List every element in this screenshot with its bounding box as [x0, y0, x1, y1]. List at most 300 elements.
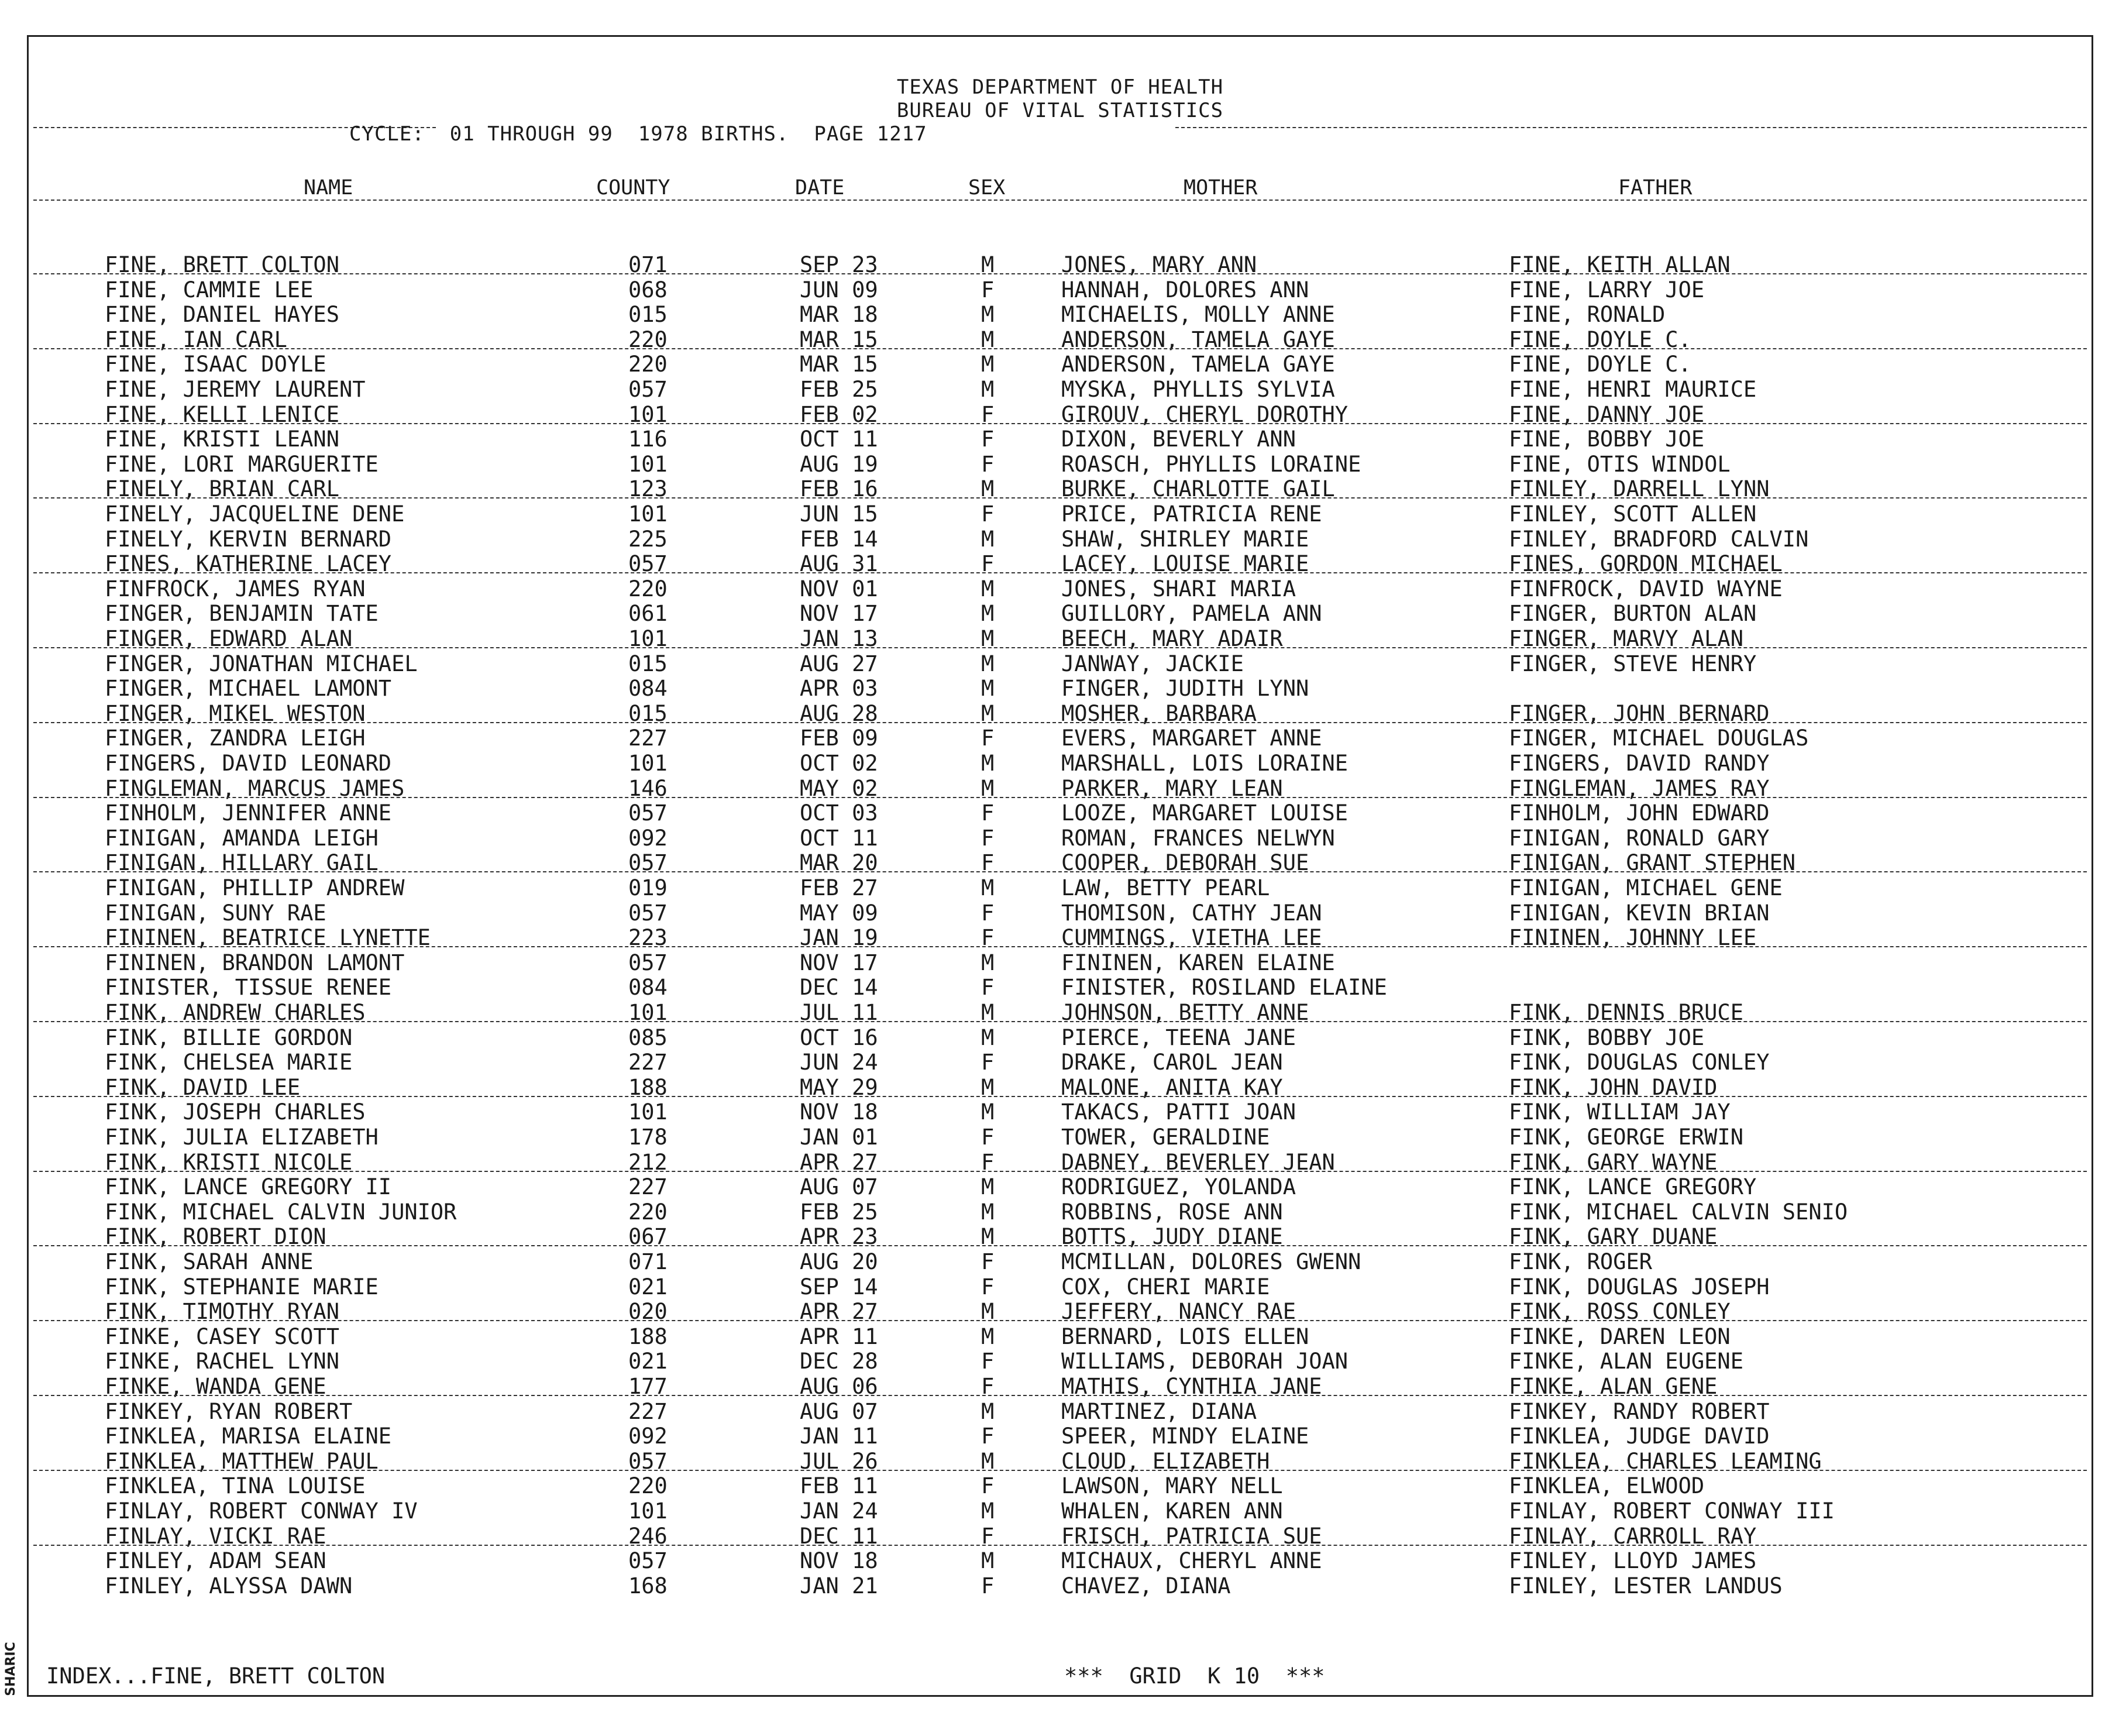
record-sex: F: [981, 277, 995, 302]
row-rule: [33, 1320, 2087, 1321]
record-father: FINK, DOUGLAS JOSEPH: [1509, 1274, 1770, 1300]
record-mother: PARKER, MARY LEAN: [1061, 775, 1283, 801]
record-name: FINISTER, TISSUE RENEE: [105, 975, 392, 1001]
record-county: 223: [628, 925, 668, 951]
record-row: [29, 1025, 2092, 1050]
record-sex: F: [981, 1125, 995, 1150]
record-date: NOV 17: [800, 601, 878, 627]
row-rule: [33, 1021, 2087, 1022]
record-father: FINE, OTIS WINDOL: [1509, 451, 1731, 477]
record-row: [29, 1349, 2092, 1373]
record-county: 021: [628, 1349, 668, 1374]
record-county: 178: [628, 1125, 668, 1150]
record-name: FINK, DAVID LEE: [105, 1074, 301, 1100]
record-sex: M: [981, 1299, 995, 1325]
record-father: FINKLEA, ELWOOD: [1509, 1473, 1705, 1499]
record-name: FINELY, BRIAN CARL: [105, 476, 339, 502]
record-date: FEB 14: [800, 526, 878, 552]
record-name: FINE, BRETT COLTON: [105, 252, 339, 277]
col-header-date: DATE: [795, 176, 845, 200]
record-father: FINE, BOBBY JOE: [1509, 427, 1705, 452]
record-name: FINELY, KERVIN BERNARD: [105, 526, 392, 552]
record-date: MAR 15: [800, 352, 878, 377]
record-county: 021: [628, 1274, 668, 1300]
record-date: JUN 09: [800, 277, 878, 302]
record-mother: JOHNSON, BETTY ANNE: [1061, 1000, 1309, 1025]
record-sex: F: [981, 427, 995, 452]
record-name: FINHOLM, JENNIFER ANNE: [105, 800, 392, 826]
record-sex: M: [981, 1498, 995, 1524]
record-date: FEB 09: [800, 726, 878, 751]
record-mother: CLOUD, ELIZABETH: [1061, 1448, 1270, 1474]
record-sex: M: [981, 1398, 995, 1424]
record-father: FINLAY, CARROLL RAY: [1509, 1523, 1757, 1549]
record-mother: LAWSON, MARY NELL: [1061, 1473, 1283, 1499]
record-name: FINK, LANCE GREGORY II: [105, 1174, 392, 1200]
record-name: FINES, KATHERINE LACEY: [105, 551, 392, 577]
record-name: FINK, ROBERT DION: [105, 1224, 326, 1250]
record-date: NOV 17: [800, 950, 878, 975]
row-rule: [33, 946, 2087, 947]
record-county: 092: [628, 825, 668, 851]
record-date: MAR 20: [800, 850, 878, 876]
record-sex: M: [981, 352, 995, 377]
record-name: FINKLEA, MARISA ELAINE: [105, 1424, 392, 1449]
record-date: OCT 11: [800, 825, 878, 851]
record-father: FINE, RONALD: [1509, 302, 1666, 328]
row-rule: [33, 423, 2087, 424]
record-mother: MICHAELIS, MOLLY ANNE: [1061, 302, 1335, 328]
record-county: 057: [628, 1548, 668, 1574]
record-name: FINK, ANDREW CHARLES: [105, 1000, 366, 1025]
record-father: FINE, DOYLE C.: [1509, 352, 1691, 377]
record-mother: WILLIAMS, DEBORAH JOAN: [1061, 1349, 1349, 1374]
record-father: FINK, MICHAEL CALVIN SENIO: [1509, 1199, 1848, 1225]
record-row: [29, 826, 2092, 850]
record-mother: FININEN, KAREN ELAINE: [1061, 950, 1335, 975]
record-date: FEB 27: [800, 875, 878, 900]
record-father: FINHOLM, JOHN EDWARD: [1509, 800, 1770, 826]
record-sex: M: [981, 651, 995, 676]
record-mother: MALONE, ANITA KAY: [1061, 1074, 1283, 1100]
record-father: FINLAY, ROBERT CONWAY III: [1509, 1498, 1835, 1524]
col-header-father: FATHER: [1618, 176, 1693, 200]
record-sex: F: [981, 551, 995, 577]
record-father: FININEN, JOHNNY LEE: [1509, 925, 1757, 951]
record-mother: COX, CHERI MARIE: [1061, 1274, 1270, 1300]
record-date: MAY 09: [800, 900, 878, 926]
record-date: JAN 21: [800, 1573, 878, 1599]
record-sex: M: [981, 1025, 995, 1050]
record-sex: M: [981, 601, 995, 627]
record-sex: M: [981, 576, 995, 601]
record-mother: BURKE, CHARLOTTE GAIL: [1061, 476, 1335, 502]
record-row: [29, 726, 2092, 750]
record-row: [29, 875, 2092, 900]
record-row: [29, 1573, 2092, 1598]
record-name: FINKE, WANDA GENE: [105, 1374, 326, 1399]
record-father: FINK, GEORGE ERWIN: [1509, 1125, 1743, 1150]
record-name: FINE, IAN CARL: [105, 326, 287, 352]
record-name: FINK, JULIA ELIZABETH: [105, 1125, 379, 1150]
record-name: FINE, KELLI LENICE: [105, 401, 339, 427]
record-father: FINKLEA, JUDGE DAVID: [1509, 1424, 1770, 1449]
record-county: 057: [628, 551, 668, 577]
record-date: NOV 18: [800, 1099, 878, 1125]
record-row: [29, 651, 2092, 676]
record-sex: F: [981, 451, 995, 477]
record-county: 220: [628, 1199, 668, 1225]
record-name: FINIGAN, PHILLIP ANDREW: [105, 875, 405, 900]
record-row: [29, 452, 2092, 476]
record-row: [29, 352, 2092, 376]
record-mother: SHAW, SHIRLEY MARIE: [1061, 526, 1309, 552]
record-sex: M: [981, 700, 995, 726]
record-county: 227: [628, 1050, 668, 1075]
record-county: 188: [628, 1324, 668, 1349]
record-date: FEB 11: [800, 1473, 878, 1499]
record-date: APR 27: [800, 1149, 878, 1175]
record-sex: M: [981, 377, 995, 402]
record-father: FINGER, BURTON ALAN: [1509, 601, 1757, 627]
record-county: 146: [628, 775, 668, 801]
record-mother: MATHIS, CYNTHIA JANE: [1061, 1374, 1322, 1399]
record-county: 227: [628, 1174, 668, 1200]
record-name: FINK, JOSEPH CHARLES: [105, 1099, 366, 1125]
record-row: [29, 302, 2092, 326]
record-row: [29, 1473, 2092, 1498]
record-sex: M: [981, 526, 995, 552]
record-father: FINIGAN, MICHAEL GENE: [1509, 875, 1783, 900]
record-row: [29, 527, 2092, 551]
record-date: FEB 25: [800, 377, 878, 402]
record-father: FINK, DENNIS BRUCE: [1509, 1000, 1743, 1025]
record-date: MAR 15: [800, 326, 878, 352]
record-county: 246: [628, 1523, 668, 1549]
record-date: NOV 18: [800, 1548, 878, 1574]
record-name: FINGER, JONATHAN MICHAEL: [105, 651, 418, 676]
record-mother: ROMAN, FRANCES NELWYN: [1061, 825, 1335, 851]
record-county: 057: [628, 950, 668, 975]
record-row: [29, 501, 2092, 526]
record-row: [29, 1498, 2092, 1523]
record-row: [29, 1274, 2092, 1299]
record-mother: GUILLORY, PAMELA ANN: [1061, 601, 1322, 627]
record-row: [29, 676, 2092, 700]
record-row: [29, 277, 2092, 302]
record-mother: JEFFERY, NANCY RAE: [1061, 1299, 1296, 1325]
record-father: FINK, GARY DUANE: [1509, 1224, 1718, 1250]
record-county: 227: [628, 726, 668, 751]
record-mother: COOPER, DEBORAH SUE: [1061, 850, 1309, 876]
record-name: FINK, BILLIE GORDON: [105, 1025, 353, 1050]
record-mother: MARTINEZ, DIANA: [1061, 1398, 1257, 1424]
record-sex: M: [981, 1174, 995, 1200]
record-father: FINK, LANCE GREGORY: [1509, 1174, 1757, 1200]
record-sex: M: [981, 1074, 995, 1100]
record-father: FINKE, ALAN GENE: [1509, 1374, 1718, 1399]
record-county: 101: [628, 501, 668, 527]
col-header-county: COUNTY: [596, 176, 670, 200]
record-name: FINE, JEREMY LAURENT: [105, 377, 366, 402]
record-father: FINK, GARY WAYNE: [1509, 1149, 1718, 1175]
record-county: 019: [628, 875, 668, 900]
record-date: APR 23: [800, 1224, 878, 1250]
record-name: FINGER, MIKEL WESTON: [105, 700, 366, 726]
record-sex: F: [981, 850, 995, 876]
record-county: 220: [628, 1473, 668, 1499]
record-date: JUN 15: [800, 501, 878, 527]
record-row: [29, 1249, 2092, 1274]
record-name: FINK, MICHAEL CALVIN JUNIOR: [105, 1199, 457, 1225]
record-date: AUG 20: [800, 1249, 878, 1274]
row-rule: [33, 1171, 2087, 1172]
record-mother: FRISCH, PATRICIA SUE: [1061, 1523, 1322, 1549]
cycle-line: CYCLE: 01 THROUGH 99 1978 BIRTHS. PAGE 1217: [349, 122, 927, 146]
record-county: 220: [628, 326, 668, 352]
record-name: FINK, SARAH ANNE: [105, 1249, 314, 1274]
record-mother: MOSHER, BARBARA: [1061, 700, 1257, 726]
record-name: FINKE, CASEY SCOTT: [105, 1324, 339, 1349]
record-father: FINKEY, RANDY ROBERT: [1509, 1398, 1770, 1424]
record-mother: THOMISON, CATHY JEAN: [1061, 900, 1322, 926]
record-date: SEP 23: [800, 252, 878, 277]
record-row: [29, 1424, 2092, 1448]
record-county: 220: [628, 352, 668, 377]
record-mother: MARSHALL, LOIS LORAINE: [1061, 751, 1349, 776]
record-county: 071: [628, 1249, 668, 1274]
record-county: 084: [628, 975, 668, 1001]
record-date: APR 11: [800, 1324, 878, 1349]
record-mother: BOTTS, JUDY DIANE: [1061, 1224, 1283, 1250]
record-row: [29, 427, 2092, 451]
record-name: FINELY, JACQUELINE DENE: [105, 501, 405, 527]
record-sex: M: [981, 252, 995, 277]
record-mother: JANWAY, JACKIE: [1061, 651, 1244, 676]
record-sex: M: [981, 476, 995, 502]
record-father: FINLEY, SCOTT ALLEN: [1509, 501, 1757, 527]
record-mother: SPEER, MINDY ELAINE: [1061, 1424, 1309, 1449]
record-father: FINKE, ALAN EUGENE: [1509, 1349, 1743, 1374]
record-sex: M: [981, 875, 995, 900]
record-mother: PIERCE, TEENA JANE: [1061, 1025, 1296, 1050]
record-mother: FINGER, JUDITH LYNN: [1061, 676, 1309, 702]
record-name: FINLAY, ROBERT CONWAY IV: [105, 1498, 418, 1524]
record-name: FINK, KRISTI NICOLE: [105, 1149, 353, 1175]
record-sex: F: [981, 925, 995, 951]
record-county: 057: [628, 850, 668, 876]
record-father: FINLEY, LESTER LANDUS: [1509, 1573, 1783, 1599]
row-rule: [33, 1096, 2087, 1097]
record-county: 101: [628, 751, 668, 776]
row-rule: [33, 722, 2087, 723]
record-mother: TAKACS, PATTI JOAN: [1061, 1099, 1296, 1125]
record-county: 015: [628, 700, 668, 726]
record-sex: F: [981, 1050, 995, 1075]
record-row: [29, 576, 2092, 601]
record-mother: EVERS, MARGARET ANNE: [1061, 726, 1322, 751]
record-sex: F: [981, 1424, 995, 1449]
record-father: FINK, BOBBY JOE: [1509, 1025, 1705, 1050]
record-mother: HANNAH, DOLORES ANN: [1061, 277, 1309, 302]
record-mother: BERNARD, LOIS ELLEN: [1061, 1324, 1309, 1349]
record-date: MAR 18: [800, 302, 878, 328]
record-sex: M: [981, 626, 995, 651]
record-father: FINE, HENRI MAURICE: [1509, 377, 1757, 402]
record-county: 101: [628, 626, 668, 651]
record-sex: F: [981, 900, 995, 926]
record-mother: DABNEY, BEVERLEY JEAN: [1061, 1149, 1335, 1175]
record-sex: F: [981, 726, 995, 751]
record-name: FINKEY, RYAN ROBERT: [105, 1398, 353, 1424]
record-name: FINE, LORI MARGUERITE: [105, 451, 379, 477]
record-date: APR 03: [800, 676, 878, 702]
record-county: 067: [628, 1224, 668, 1250]
record-date: MAY 02: [800, 775, 878, 801]
side-stamp: [1, 1638, 25, 1703]
record-name: FINE, KRISTI LEANN: [105, 427, 339, 452]
record-date: SEP 14: [800, 1274, 878, 1300]
record-mother: LAW, BETTY PEARL: [1061, 875, 1270, 900]
record-county: 015: [628, 302, 668, 328]
record-county: 057: [628, 377, 668, 402]
record-county: 057: [628, 800, 668, 826]
record-county: 092: [628, 1424, 668, 1449]
record-name: FINKLEA, MATTHEW PAUL: [105, 1448, 379, 1474]
record-date: OCT 03: [800, 800, 878, 826]
record-sex: M: [981, 1199, 995, 1225]
record-row: [29, 601, 2092, 625]
record-sex: M: [981, 775, 995, 801]
record-name: FINIGAN, HILLARY GAIL: [105, 850, 379, 876]
record-date: JUL 26: [800, 1448, 878, 1474]
record-father: FINIGAN, RONALD GARY: [1509, 825, 1770, 851]
record-sex: M: [981, 751, 995, 776]
record-sex: F: [981, 401, 995, 427]
record-county: 015: [628, 651, 668, 676]
record-father: FINIGAN, GRANT STEPHEN: [1509, 850, 1796, 876]
row-rule: [33, 273, 2087, 274]
record-county: 057: [628, 900, 668, 926]
record-sex: F: [981, 1523, 995, 1549]
record-name: FINGLEMAN, MARCUS JAMES: [105, 775, 405, 801]
record-sex: F: [981, 501, 995, 527]
record-sex: F: [981, 1473, 995, 1499]
record-row: [29, 900, 2092, 925]
record-father: FINGER, MICHAEL DOUGLAS: [1509, 726, 1809, 751]
record-county: 177: [628, 1374, 668, 1399]
record-county: 116: [628, 427, 668, 452]
record-row: [29, 1199, 2092, 1224]
record-date: NOV 01: [800, 576, 878, 601]
record-sex: F: [981, 975, 995, 1001]
record-name: FINE, CAMMIE LEE: [105, 277, 314, 302]
row-rule: [33, 572, 2087, 573]
record-date: DEC 11: [800, 1523, 878, 1549]
record-row: [29, 1324, 2092, 1349]
record-mother: ROBBINS, ROSE ANN: [1061, 1199, 1283, 1225]
record-father: FINK, JOHN DAVID: [1509, 1074, 1718, 1100]
record-father: FINK, DOUGLAS CONLEY: [1509, 1050, 1770, 1075]
row-rule: [33, 1545, 2087, 1546]
record-father: FINE, DANNY JOE: [1509, 401, 1705, 427]
record-name: FINGER, BENJAMIN TATE: [105, 601, 379, 627]
record-date: JAN 24: [800, 1498, 878, 1524]
record-date: AUG 28: [800, 700, 878, 726]
record-name: FINLEY, ALYSSA DAWN: [105, 1573, 353, 1599]
col-header-name: NAME: [304, 176, 353, 200]
record-name: FINGERS, DAVID LEONARD: [105, 751, 392, 776]
record-county: 123: [628, 476, 668, 502]
record-county: 212: [628, 1149, 668, 1175]
record-sex: M: [981, 1224, 995, 1250]
record-mother: ANDERSON, TAMELA GAYE: [1061, 326, 1335, 352]
record-name: FININEN, BEATRICE LYNETTE: [105, 925, 431, 951]
record-date: FEB 16: [800, 476, 878, 502]
record-date: JAN 13: [800, 626, 878, 651]
record-row: [29, 975, 2092, 999]
record-mother: DRAKE, CAROL JEAN: [1061, 1050, 1283, 1075]
record-date: DEC 28: [800, 1349, 878, 1374]
record-date: AUG 06: [800, 1374, 878, 1399]
record-sex: M: [981, 1000, 995, 1025]
record-father: FINLEY, BRADFORD CALVIN: [1509, 526, 1809, 552]
record-county: 101: [628, 401, 668, 427]
record-father: FINE, KEITH ALLAN: [1509, 252, 1731, 277]
record-date: OCT 11: [800, 427, 878, 452]
record-father: FINE, LARRY JOE: [1509, 277, 1705, 302]
record-father: FINK, WILLIAM JAY: [1509, 1099, 1731, 1125]
record-father: FINGER, STEVE HENRY: [1509, 651, 1757, 676]
record-date: FEB 25: [800, 1199, 878, 1225]
record-county: 220: [628, 576, 668, 601]
row-rule: [33, 1395, 2087, 1396]
record-date: JAN 19: [800, 925, 878, 951]
record-county: 168: [628, 1573, 668, 1599]
record-county: 101: [628, 451, 668, 477]
record-date: MAY 29: [800, 1074, 878, 1100]
record-sex: F: [981, 1573, 995, 1599]
record-row: [29, 377, 2092, 401]
record-row: [29, 950, 2092, 975]
record-row: [29, 800, 2092, 825]
header-agency: TEXAS DEPARTMENT OF HEALTH: [896, 75, 1224, 99]
header-rule-right: [1175, 127, 2087, 128]
record-father: FINIGAN, KEVIN BRIAN: [1509, 900, 1770, 926]
record-row: [29, 1548, 2092, 1573]
record-father: FINGERS, DAVID RANDY: [1509, 751, 1770, 776]
record-row: [29, 1099, 2092, 1124]
record-date: AUG 07: [800, 1398, 878, 1424]
record-sex: M: [981, 1324, 995, 1349]
record-mother: RODRIGUEZ, YOLANDA: [1061, 1174, 1296, 1200]
col-header-mother: MOTHER: [1184, 176, 1258, 200]
record-mother: JONES, SHARI MARIA: [1061, 576, 1296, 601]
record-mother: CUMMINGS, VIETHA LEE: [1061, 925, 1322, 951]
record-row: [29, 1174, 2092, 1199]
record-mother: ROASCH, PHYLLIS LORAINE: [1061, 451, 1361, 477]
record-father: FINGLEMAN, JAMES RAY: [1509, 775, 1770, 801]
record-sex: F: [981, 1249, 995, 1274]
record-father: FINGER, JOHN BERNARD: [1509, 700, 1770, 726]
record-date: AUG 31: [800, 551, 878, 577]
record-date: JUN 24: [800, 1050, 878, 1075]
record-county: 020: [628, 1299, 668, 1325]
document-page: [27, 35, 2093, 1697]
record-row: [29, 1125, 2092, 1149]
record-father: FINE, DOYLE C.: [1509, 326, 1691, 352]
row-rule: [33, 871, 2087, 872]
